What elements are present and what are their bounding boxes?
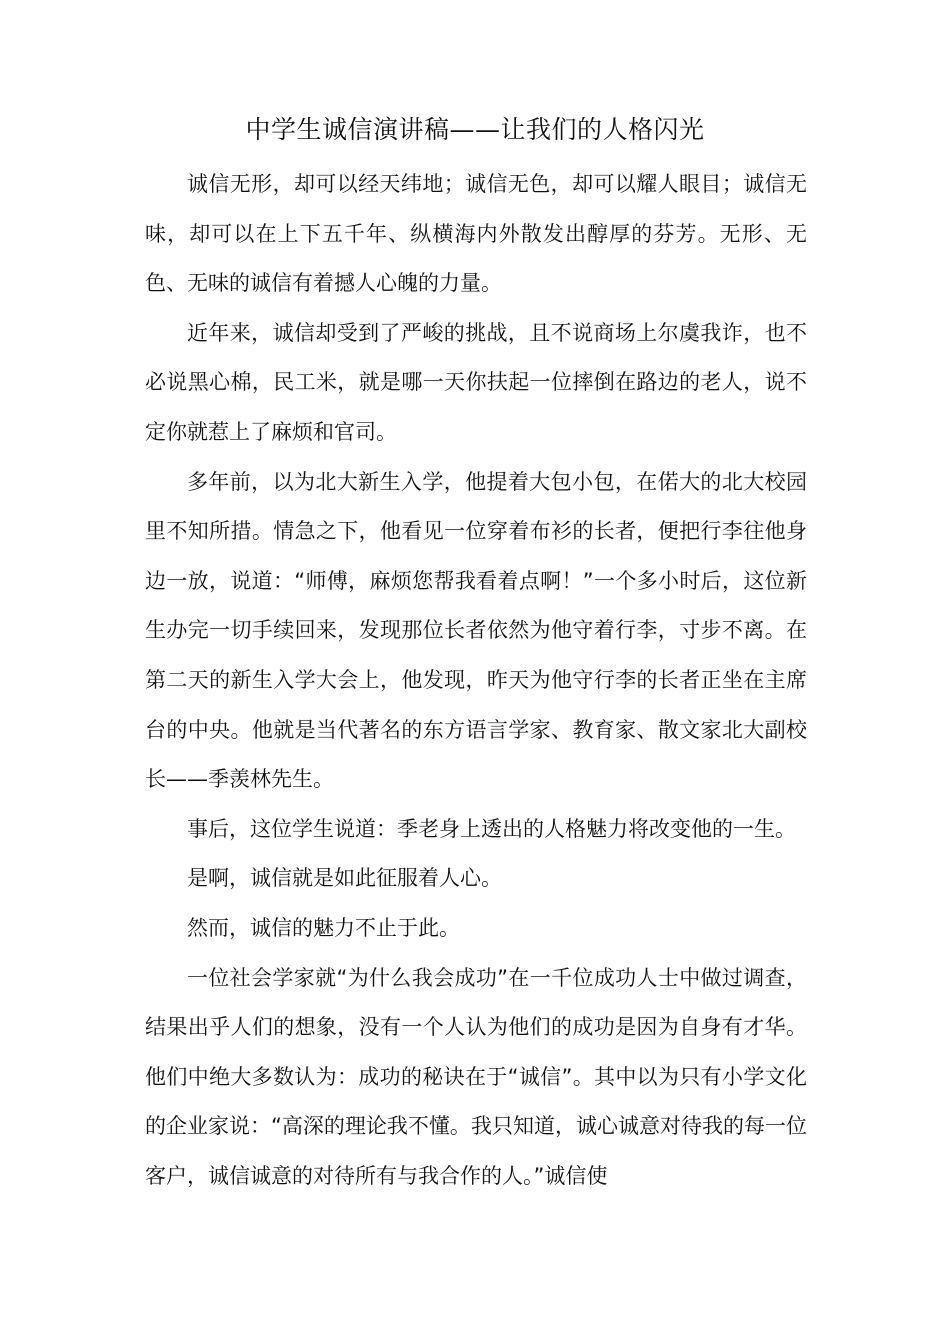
- paragraph-4: 事后，这位学生说道：季老身上透出的人格魅力将改变他的一生。: [187, 816, 796, 841]
- paragraph-7: 一位社会学家就“为什么我会成功”在一千位成功人士中做过调查，结果出乎人们的想象，没有一个人认为他们的成功是因为自身有才华。他们中绝大多数认为：成功的秘诀在于“诚信”。其中以为只有小学文化的企业家说：“高深的理论我不懂。我只知道，诚心诚意对待我的每一位客户，诚信诚意的对待所有与我合作的人。”诚信使: [145, 965, 807, 1188]
- paragraph-5: 是啊，诚信就是如此征服着人心。: [187, 866, 502, 891]
- paragraph-2: 近年来，诚信却受到了严峻的挑战，且不说商场上尔虞我诈，也不必说黑心棉，民工米，就是哪一天你扶起一位摔倒在路边的老人，说不定你就惹上了麻烦和官司。: [145, 320, 807, 444]
- paragraph-3: 多年前，以为北大新生入学，他提着大包小包，在偌大的北大校园里不知所措。情急之下，他看见一位穿着布衫的长者，便把行李往他身边一放，说道：“师傅，麻烦您帮我看着点啊！”一个多小时后，这位新生办完一切手续回来，发现那位长者依然为他守着行李，寸步不离。在第二天的新生入学大会上，他发现，昨天为他守行李的长者正坐在主席台的中央。他就是当代著名的东方语言学家、教育家、散文家北大副校长——季羡林先生。: [145, 469, 807, 792]
- document-title: 中学生诚信演讲稿——让我们的人格闪光: [245, 115, 705, 144]
- paragraph-6: 然而，诚信的魅力不止于此。: [187, 915, 460, 940]
- paragraph-1: 诚信无形，却可以经天纬地；诚信无色，却可以耀人眼目；诚信无味，却可以在上下五千年、纵横海内外散发出醇厚的芬芳。无形、无色、无味的诚信有着撼人心魄的力量。: [145, 172, 807, 296]
- document-body: [145, 160, 807, 1201]
